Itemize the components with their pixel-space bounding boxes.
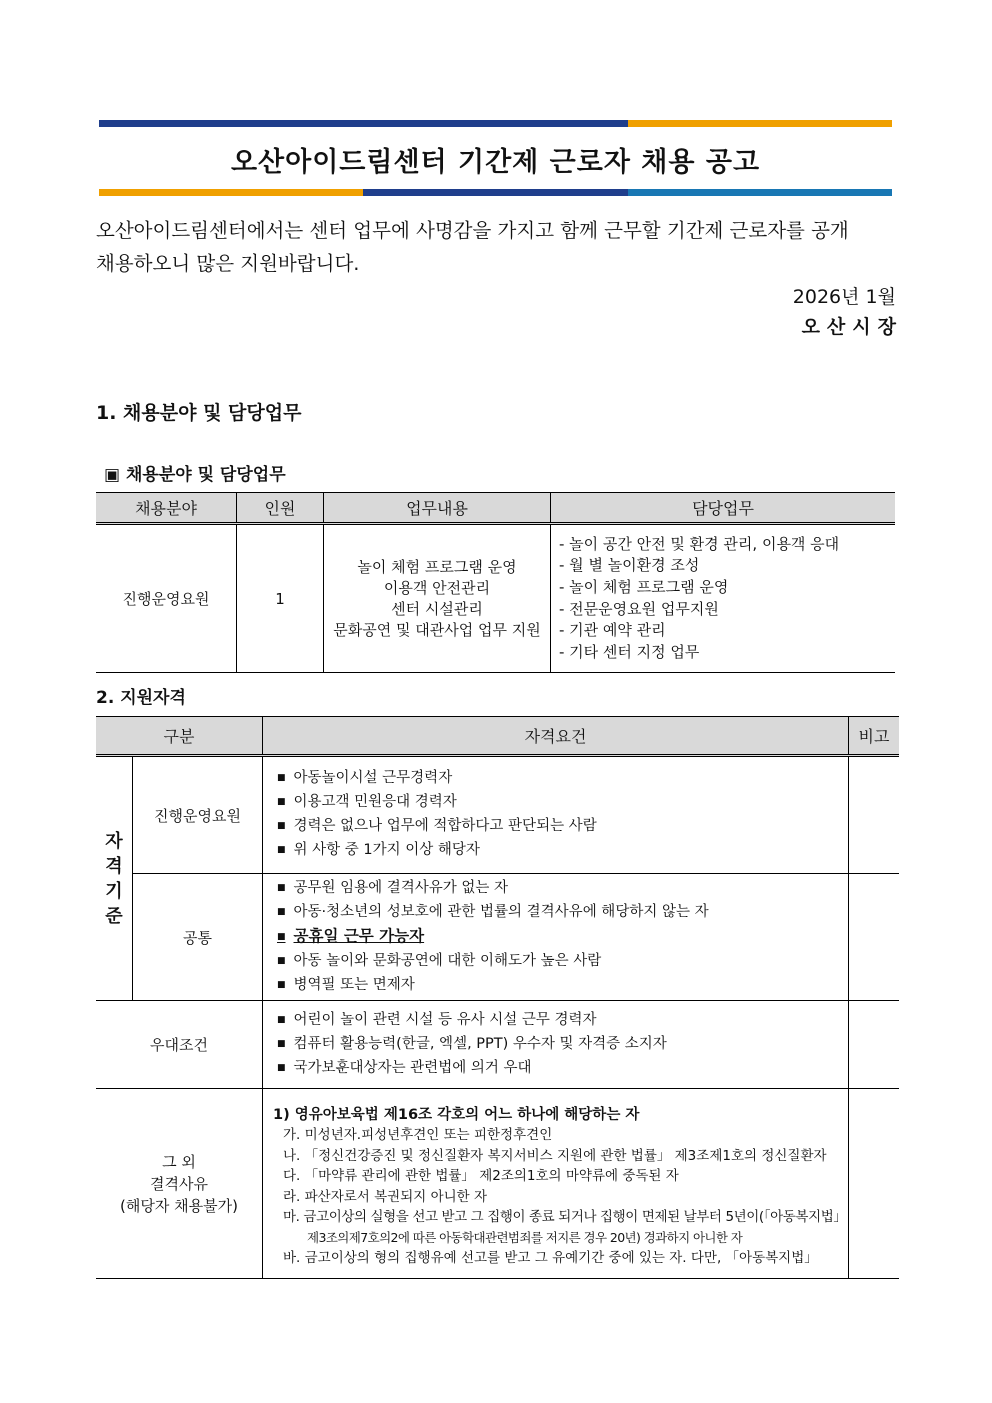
list-item: ■ 공휴일 근무 가능자 xyxy=(277,925,848,950)
duty-line: - 기관 예약 관리 xyxy=(559,621,666,640)
duty-line: - 놀이 공간 안전 및 환경 관리, 이용객 응대 xyxy=(559,534,840,553)
list-item: ■ 아동놀이시설 근무경력자 xyxy=(277,767,848,791)
disqualify-item: 바. 금고이상의 형의 집행유예 선고를 받고 그 유예기간 중에 있는 자. 다만, 「아동복지법」 xyxy=(283,1250,818,1266)
group-requirements xyxy=(263,756,849,874)
list-item: ■ 공무원 임용에 결격사유가 없는 자 xyxy=(277,877,848,901)
header-category: 구분 xyxy=(96,717,263,756)
content-line: 이용객 안전관리 xyxy=(383,578,491,597)
preference-requirements xyxy=(263,1001,849,1089)
remarks-cell xyxy=(849,756,900,874)
remarks-cell xyxy=(849,874,900,1001)
list-item: ■ 아동 놀이와 문화공연에 대한 이해도가 높은 사람 xyxy=(277,950,848,974)
section1-subheading: ▣ 채용분야 및 담당업무 xyxy=(104,465,286,485)
table-row xyxy=(96,1089,899,1279)
criteria-label-char: 기 xyxy=(105,880,123,902)
list-item: ■ 이용고객 민원응대 경력자 xyxy=(277,791,848,815)
disqualify-item-continuation: 제3조의제7호의2에 따른 아동학대관련범죄를 저지른 경우 20년) 경과하지 아니한 자 xyxy=(307,1229,743,1245)
header-count: 인원 xyxy=(237,493,324,524)
criteria-label-char: 준 xyxy=(105,905,123,927)
recruitment-field-table xyxy=(96,492,895,673)
table-header-row xyxy=(96,717,899,756)
table-row xyxy=(96,756,899,874)
notice-date: 2026년 1월 xyxy=(792,286,896,308)
disqualify-item: 가. 미성년자.피성년후견인 또는 피한정후견인 xyxy=(283,1127,553,1143)
field-count: 1 xyxy=(237,524,324,673)
remarks-cell xyxy=(849,1089,900,1279)
criteria-label-char: 자 xyxy=(105,830,123,852)
disqualify-requirements xyxy=(263,1089,849,1279)
header-requirements: 자격요건 xyxy=(263,717,849,756)
header-field: 채용분야 xyxy=(96,493,237,524)
disqualify-item: 나. 「정신건강증진 및 정신질환자 복지서비스 지원에 관한 법률」 제3조제1호의 정신질환자 xyxy=(283,1147,827,1164)
intro-line-1: 오산아이드림센터에서는 센터 업무에 사명감을 가지고 함께 근무할 기간제 근로자를 공개 xyxy=(96,219,849,242)
disqualify-label-line: 결격사유 xyxy=(150,1174,208,1193)
header-remarks: 비고 xyxy=(849,717,900,756)
list-item: ■ 병역필 또는 면제자 xyxy=(277,974,848,998)
header-duties: 담당업무 xyxy=(551,493,896,524)
group-requirements xyxy=(263,874,849,1001)
signature: 오산시장 xyxy=(801,316,903,338)
group-name: 공통 xyxy=(133,874,263,1001)
duty-line: - 놀이 체험 프로그램 운영 xyxy=(559,577,729,596)
duty-line: - 월 별 놀이환경 조성 xyxy=(559,556,700,575)
group-name: 진행운영요원 xyxy=(133,756,263,874)
section2-heading: 2. 지원자격 xyxy=(96,688,186,708)
list-item: ■ 아동·청소년의 성보호에 관한 법률의 결격사유에 해당하지 않는 자 xyxy=(277,901,848,925)
disqualify-item: 라. 파산자로서 복권되지 아니한 자 xyxy=(283,1188,488,1205)
table-row xyxy=(96,874,899,1001)
content-line: 문화공연 및 대관사업 업무 지원 xyxy=(333,620,541,639)
header-content: 업무내용 xyxy=(324,493,551,524)
field-name: 진행운영요원 xyxy=(96,524,237,673)
disqualify-item: 다. 「마약류 관리에 관한 법률」 제2조의1호의 마약류에 중독된 자 xyxy=(283,1168,679,1184)
duty-line: - 전문운영요원 업무지원 xyxy=(559,599,719,618)
remarks-cell xyxy=(849,1001,900,1089)
bottom-decor-bar xyxy=(99,189,892,196)
list-item: ■ 컴퓨터 활용능력(한글, 엑셀, PPT) 우수자 및 자격증 소지자 xyxy=(277,1033,848,1057)
page-title: 오산아이드림센터 기간제 근로자 채용 공고 xyxy=(230,147,761,178)
table-row xyxy=(96,524,895,673)
criteria-label-char: 격 xyxy=(105,855,123,877)
top-decor-bar xyxy=(99,120,892,127)
field-duties xyxy=(551,524,896,673)
content-line: 센터 시설관리 xyxy=(391,599,483,618)
preference-label: 우대조건 xyxy=(96,1001,263,1089)
intro-line-2: 채용하오니 많은 지원바랍니다. xyxy=(96,252,360,275)
disqualify-label xyxy=(96,1089,263,1279)
intro-text xyxy=(96,214,896,280)
field-content xyxy=(324,524,551,673)
criteria-label xyxy=(96,756,133,1001)
qualification-table xyxy=(96,716,899,1279)
list-item: ■ 경력은 없으나 업무에 적합하다고 판단되는 사람 xyxy=(277,815,848,839)
list-item: ■ 국가보훈대상자는 관련법에 의거 우대 xyxy=(277,1057,848,1081)
duty-line: - 기타 센터 지정 업무 xyxy=(559,642,700,661)
table-row xyxy=(96,1001,899,1089)
section1-heading: 1. 채용분야 및 담당업무 xyxy=(96,402,302,424)
disqualify-lead: 1) 영유아보육법 제16조 각호의 어느 하나에 해당하는 자 xyxy=(273,1106,640,1123)
disqualify-label-line: (해당자 채용불가) xyxy=(120,1196,238,1215)
disqualify-item: 마. 금고이상의 실형을 선고 받고 그 집행이 종료 되거나 집행이 면제된 날부터 5년이(「아동복지법」 xyxy=(283,1209,847,1225)
content-line: 놀이 체험 프로그램 운영 xyxy=(357,557,517,576)
table-header-row xyxy=(96,493,895,524)
list-item: ■ 어린이 놀이 관련 시설 등 유사 시설 근무 경력자 xyxy=(277,1009,848,1033)
disqualify-label-line: 그 외 xyxy=(162,1152,196,1171)
list-item: ■ 위 사항 중 1가지 이상 해당자 xyxy=(277,839,848,863)
criteria-label-text xyxy=(96,829,132,929)
